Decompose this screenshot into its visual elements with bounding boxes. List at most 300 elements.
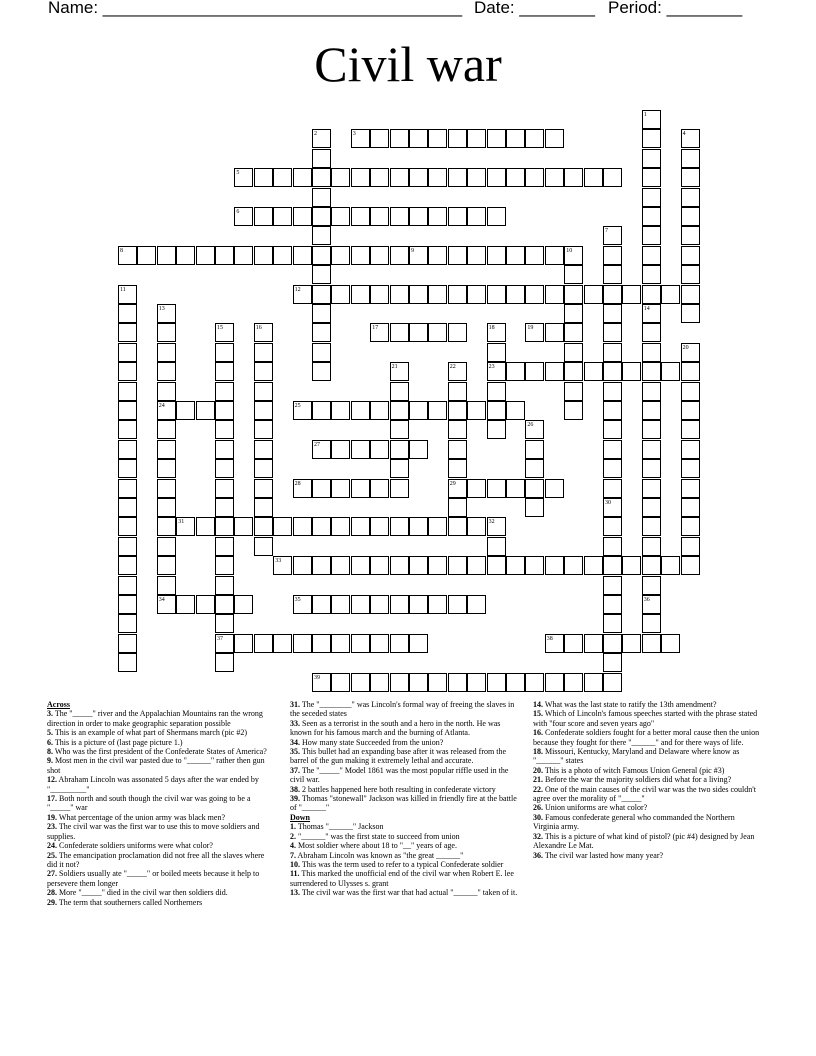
grid-cell[interactable] — [331, 401, 350, 420]
grid-cell[interactable] — [390, 440, 409, 459]
grid-cell[interactable] — [487, 537, 506, 556]
grid-cell[interactable] — [312, 343, 331, 362]
grid-cell[interactable] — [681, 479, 700, 498]
grid-cell[interactable] — [351, 401, 370, 420]
grid-cell[interactable] — [545, 362, 564, 381]
grid-cell[interactable] — [661, 556, 680, 575]
grid-cell[interactable] — [215, 246, 234, 265]
grid-cell[interactable] — [642, 401, 661, 420]
grid-cell[interactable] — [487, 207, 506, 226]
grid-cell[interactable] — [642, 265, 661, 284]
grid-cell[interactable] — [254, 207, 273, 226]
grid-cell[interactable] — [681, 265, 700, 284]
grid-cell[interactable] — [215, 420, 234, 439]
grid-cell[interactable] — [370, 595, 389, 614]
grid-cell[interactable] — [118, 634, 137, 653]
grid-cell[interactable] — [118, 517, 137, 536]
grid-cell[interactable] — [642, 498, 661, 517]
grid-cell[interactable] — [603, 246, 622, 265]
grid-cell[interactable] — [312, 517, 331, 536]
grid-cell[interactable] — [467, 556, 486, 575]
grid-cell[interactable] — [448, 440, 467, 459]
grid-cell[interactable] — [293, 595, 312, 614]
grid-cell[interactable] — [215, 343, 234, 362]
grid-cell[interactable] — [157, 362, 176, 381]
grid-cell[interactable] — [390, 420, 409, 439]
grid-cell[interactable] — [622, 556, 641, 575]
grid-cell[interactable] — [409, 323, 428, 342]
grid-cell[interactable] — [487, 479, 506, 498]
grid-cell[interactable] — [642, 634, 661, 653]
grid-cell[interactable] — [370, 556, 389, 575]
grid-cell[interactable] — [215, 576, 234, 595]
grid-cell[interactable] — [215, 382, 234, 401]
grid-cell[interactable] — [273, 517, 292, 536]
grid-cell[interactable] — [487, 246, 506, 265]
grid-cell[interactable] — [273, 634, 292, 653]
grid-cell[interactable] — [390, 401, 409, 420]
grid-cell[interactable] — [293, 168, 312, 187]
grid-cell[interactable] — [506, 129, 525, 148]
grid-cell[interactable] — [331, 556, 350, 575]
grid-cell[interactable] — [234, 517, 253, 536]
grid-cell[interactable] — [331, 285, 350, 304]
period-field-label[interactable]: Period: ________ — [608, 0, 743, 17]
grid-cell[interactable] — [467, 595, 486, 614]
grid-cell[interactable] — [118, 459, 137, 478]
grid-cell[interactable] — [351, 285, 370, 304]
grid-cell[interactable] — [409, 401, 428, 420]
grid-cell[interactable] — [331, 595, 350, 614]
grid-cell[interactable] — [118, 440, 137, 459]
grid-cell[interactable] — [409, 440, 428, 459]
grid-cell[interactable] — [545, 673, 564, 692]
grid-cell[interactable] — [409, 246, 428, 265]
grid-cell[interactable] — [584, 362, 603, 381]
grid-cell[interactable] — [196, 246, 215, 265]
grid-cell[interactable] — [312, 362, 331, 381]
grid-cell[interactable] — [390, 479, 409, 498]
grid-cell[interactable] — [331, 517, 350, 536]
grid-cell[interactable] — [487, 556, 506, 575]
grid-cell[interactable] — [467, 479, 486, 498]
grid-cell[interactable] — [448, 498, 467, 517]
grid-cell[interactable] — [603, 440, 622, 459]
grid-cell[interactable] — [603, 382, 622, 401]
grid-cell[interactable] — [409, 595, 428, 614]
grid-cell[interactable] — [681, 459, 700, 478]
grid-cell[interactable] — [545, 246, 564, 265]
grid-cell[interactable] — [642, 343, 661, 362]
grid-cell[interactable] — [506, 479, 525, 498]
grid-cell[interactable] — [390, 362, 409, 381]
grid-cell[interactable] — [681, 226, 700, 245]
grid-cell[interactable] — [564, 285, 583, 304]
grid-cell[interactable] — [215, 556, 234, 575]
grid-cell[interactable] — [409, 517, 428, 536]
grid-cell[interactable] — [293, 479, 312, 498]
grid-cell[interactable] — [293, 517, 312, 536]
grid-cell[interactable] — [564, 168, 583, 187]
grid-cell[interactable] — [681, 440, 700, 459]
grid-cell[interactable] — [642, 110, 661, 129]
grid-cell[interactable] — [603, 304, 622, 323]
grid-cell[interactable] — [564, 382, 583, 401]
grid-cell[interactable] — [525, 246, 544, 265]
grid-cell[interactable] — [312, 401, 331, 420]
grid-cell[interactable] — [157, 343, 176, 362]
grid-cell[interactable] — [273, 246, 292, 265]
grid-cell[interactable] — [312, 188, 331, 207]
date-field-label[interactable]: Date: ________ — [474, 0, 595, 17]
grid-cell[interactable] — [370, 440, 389, 459]
grid-cell[interactable] — [351, 479, 370, 498]
grid-cell[interactable] — [118, 382, 137, 401]
grid-cell[interactable] — [506, 673, 525, 692]
grid-cell[interactable] — [370, 479, 389, 498]
grid-cell[interactable] — [545, 285, 564, 304]
grid-cell[interactable] — [564, 265, 583, 284]
grid-cell[interactable] — [584, 285, 603, 304]
grid-cell[interactable] — [312, 226, 331, 245]
grid-cell[interactable] — [622, 634, 641, 653]
grid-cell[interactable] — [118, 304, 137, 323]
grid-cell[interactable] — [331, 634, 350, 653]
grid-cell[interactable] — [681, 188, 700, 207]
grid-cell[interactable] — [254, 479, 273, 498]
grid-cell[interactable] — [467, 129, 486, 148]
grid-cell[interactable] — [390, 323, 409, 342]
grid-cell[interactable] — [312, 149, 331, 168]
grid-cell[interactable] — [234, 246, 253, 265]
grid-cell[interactable] — [428, 517, 447, 536]
grid-cell[interactable] — [448, 556, 467, 575]
grid-cell[interactable] — [351, 595, 370, 614]
grid-cell[interactable] — [603, 634, 622, 653]
grid-cell[interactable] — [390, 207, 409, 226]
grid-cell[interactable] — [525, 459, 544, 478]
grid-cell[interactable] — [351, 207, 370, 226]
grid-cell[interactable] — [487, 420, 506, 439]
grid-cell[interactable] — [448, 595, 467, 614]
grid-cell[interactable] — [215, 595, 234, 614]
grid-cell[interactable] — [681, 246, 700, 265]
grid-cell[interactable] — [351, 129, 370, 148]
grid-cell[interactable] — [564, 343, 583, 362]
grid-cell[interactable] — [293, 207, 312, 226]
grid-cell[interactable] — [681, 420, 700, 439]
grid-cell[interactable] — [254, 459, 273, 478]
grid-cell[interactable] — [642, 246, 661, 265]
grid-cell[interactable] — [545, 168, 564, 187]
grid-cell[interactable] — [157, 382, 176, 401]
grid-cell[interactable] — [118, 498, 137, 517]
grid-cell[interactable] — [584, 634, 603, 653]
grid-cell[interactable] — [681, 129, 700, 148]
grid-cell[interactable] — [293, 285, 312, 304]
grid-cell[interactable] — [331, 168, 350, 187]
grid-cell[interactable] — [603, 265, 622, 284]
grid-cell[interactable] — [603, 498, 622, 517]
grid-cell[interactable] — [254, 246, 273, 265]
grid-cell[interactable] — [157, 401, 176, 420]
grid-cell[interactable] — [545, 634, 564, 653]
grid-cell[interactable] — [118, 595, 137, 614]
grid-cell[interactable] — [351, 440, 370, 459]
grid-cell[interactable] — [603, 517, 622, 536]
grid-cell[interactable] — [196, 401, 215, 420]
grid-cell[interactable] — [603, 362, 622, 381]
grid-cell[interactable] — [467, 673, 486, 692]
grid-cell[interactable] — [603, 537, 622, 556]
grid-cell[interactable] — [525, 420, 544, 439]
grid-cell[interactable] — [157, 459, 176, 478]
grid-cell[interactable] — [273, 168, 292, 187]
grid-cell[interactable] — [118, 420, 137, 439]
grid-cell[interactable] — [525, 479, 544, 498]
grid-cell[interactable] — [603, 226, 622, 245]
grid-cell[interactable] — [351, 168, 370, 187]
grid-cell[interactable] — [564, 401, 583, 420]
grid-cell[interactable] — [487, 401, 506, 420]
grid-cell[interactable] — [603, 459, 622, 478]
grid-cell[interactable] — [312, 285, 331, 304]
grid-cell[interactable] — [603, 401, 622, 420]
grid-cell[interactable] — [467, 285, 486, 304]
grid-cell[interactable] — [137, 246, 156, 265]
grid-cell[interactable] — [157, 556, 176, 575]
grid-cell[interactable] — [312, 479, 331, 498]
grid-cell[interactable] — [234, 595, 253, 614]
grid-cell[interactable] — [642, 382, 661, 401]
grid-cell[interactable] — [487, 323, 506, 342]
grid-cell[interactable] — [312, 129, 331, 148]
grid-cell[interactable] — [157, 576, 176, 595]
grid-cell[interactable] — [448, 673, 467, 692]
grid-cell[interactable] — [234, 168, 253, 187]
grid-cell[interactable] — [312, 168, 331, 187]
grid-cell[interactable] — [196, 595, 215, 614]
grid-cell[interactable] — [564, 556, 583, 575]
grid-cell[interactable] — [351, 517, 370, 536]
grid-cell[interactable] — [642, 595, 661, 614]
grid-cell[interactable] — [293, 246, 312, 265]
grid-cell[interactable] — [215, 440, 234, 459]
grid-cell[interactable] — [312, 634, 331, 653]
grid-cell[interactable] — [215, 634, 234, 653]
grid-cell[interactable] — [118, 556, 137, 575]
grid-cell[interactable] — [681, 362, 700, 381]
grid-cell[interactable] — [487, 129, 506, 148]
grid-cell[interactable] — [545, 129, 564, 148]
grid-cell[interactable] — [409, 168, 428, 187]
grid-cell[interactable] — [118, 246, 137, 265]
grid-cell[interactable] — [390, 168, 409, 187]
grid-cell[interactable] — [293, 634, 312, 653]
grid-cell[interactable] — [448, 129, 467, 148]
grid-cell[interactable] — [642, 129, 661, 148]
grid-cell[interactable] — [254, 343, 273, 362]
grid-cell[interactable] — [176, 246, 195, 265]
grid-cell[interactable] — [370, 129, 389, 148]
grid-cell[interactable] — [681, 149, 700, 168]
grid-cell[interactable] — [215, 479, 234, 498]
grid-cell[interactable] — [254, 323, 273, 342]
grid-cell[interactable] — [467, 401, 486, 420]
grid-cell[interactable] — [564, 246, 583, 265]
grid-cell[interactable] — [487, 285, 506, 304]
grid-cell[interactable] — [157, 246, 176, 265]
grid-cell[interactable] — [118, 653, 137, 672]
grid-cell[interactable] — [428, 129, 447, 148]
grid-cell[interactable] — [331, 207, 350, 226]
grid-cell[interactable] — [448, 517, 467, 536]
grid-cell[interactable] — [428, 673, 447, 692]
grid-cell[interactable] — [196, 517, 215, 536]
grid-cell[interactable] — [448, 207, 467, 226]
grid-cell[interactable] — [467, 517, 486, 536]
grid-cell[interactable] — [390, 382, 409, 401]
grid-cell[interactable] — [176, 401, 195, 420]
grid-cell[interactable] — [448, 382, 467, 401]
grid-cell[interactable] — [448, 362, 467, 381]
grid-cell[interactable] — [312, 246, 331, 265]
grid-cell[interactable] — [603, 343, 622, 362]
grid-cell[interactable] — [390, 129, 409, 148]
grid-cell[interactable] — [254, 420, 273, 439]
grid-cell[interactable] — [215, 498, 234, 517]
grid-cell[interactable] — [487, 362, 506, 381]
grid-cell[interactable] — [234, 207, 253, 226]
grid-cell[interactable] — [351, 634, 370, 653]
grid-cell[interactable] — [642, 207, 661, 226]
grid-cell[interactable] — [661, 285, 680, 304]
grid-cell[interactable] — [603, 614, 622, 633]
grid-cell[interactable] — [603, 420, 622, 439]
grid-cell[interactable] — [603, 653, 622, 672]
grid-cell[interactable] — [487, 382, 506, 401]
grid-cell[interactable] — [157, 304, 176, 323]
grid-cell[interactable] — [118, 614, 137, 633]
grid-cell[interactable] — [312, 556, 331, 575]
grid-cell[interactable] — [448, 479, 467, 498]
grid-cell[interactable] — [331, 479, 350, 498]
grid-cell[interactable] — [564, 634, 583, 653]
grid-cell[interactable] — [390, 517, 409, 536]
grid-cell[interactable] — [118, 362, 137, 381]
grid-cell[interactable] — [370, 673, 389, 692]
grid-cell[interactable] — [564, 673, 583, 692]
grid-cell[interactable] — [467, 246, 486, 265]
grid-cell[interactable] — [351, 673, 370, 692]
grid-cell[interactable] — [254, 168, 273, 187]
grid-cell[interactable] — [642, 420, 661, 439]
grid-cell[interactable] — [525, 129, 544, 148]
grid-cell[interactable] — [642, 149, 661, 168]
grid-cell[interactable] — [603, 479, 622, 498]
grid-cell[interactable] — [622, 285, 641, 304]
grid-cell[interactable] — [642, 517, 661, 536]
grid-cell[interactable] — [603, 168, 622, 187]
grid-cell[interactable] — [681, 498, 700, 517]
grid-cell[interactable] — [428, 285, 447, 304]
grid-cell[interactable] — [215, 537, 234, 556]
grid-cell[interactable] — [545, 556, 564, 575]
grid-cell[interactable] — [254, 401, 273, 420]
grid-cell[interactable] — [390, 285, 409, 304]
grid-cell[interactable] — [642, 614, 661, 633]
grid-cell[interactable] — [118, 537, 137, 556]
grid-cell[interactable] — [254, 498, 273, 517]
grid-cell[interactable] — [642, 576, 661, 595]
grid-cell[interactable] — [661, 362, 680, 381]
grid-cell[interactable] — [312, 304, 331, 323]
grid-cell[interactable] — [118, 576, 137, 595]
grid-cell[interactable] — [215, 614, 234, 633]
grid-cell[interactable] — [428, 556, 447, 575]
grid-cell[interactable] — [273, 207, 292, 226]
grid-cell[interactable] — [118, 479, 137, 498]
grid-cell[interactable] — [681, 207, 700, 226]
grid-cell[interactable] — [370, 323, 389, 342]
grid-cell[interactable] — [506, 556, 525, 575]
grid-cell[interactable] — [661, 634, 680, 653]
grid-cell[interactable] — [603, 556, 622, 575]
grid-cell[interactable] — [118, 343, 137, 362]
grid-cell[interactable] — [157, 517, 176, 536]
grid-cell[interactable] — [448, 420, 467, 439]
grid-cell[interactable] — [390, 246, 409, 265]
grid-cell[interactable] — [506, 285, 525, 304]
grid-cell[interactable] — [293, 401, 312, 420]
grid-cell[interactable] — [467, 207, 486, 226]
name-field-label[interactable]: Name: ______________________________________ — [48, 0, 463, 17]
grid-cell[interactable] — [603, 285, 622, 304]
grid-cell[interactable] — [215, 362, 234, 381]
grid-cell[interactable] — [370, 285, 389, 304]
grid-cell[interactable] — [312, 595, 331, 614]
grid-cell[interactable] — [370, 517, 389, 536]
grid-cell[interactable] — [564, 323, 583, 342]
grid-cell[interactable] — [215, 653, 234, 672]
grid-cell[interactable] — [409, 207, 428, 226]
grid-cell[interactable] — [254, 362, 273, 381]
grid-cell[interactable] — [448, 401, 467, 420]
grid-cell[interactable] — [681, 343, 700, 362]
grid-cell[interactable] — [506, 246, 525, 265]
grid-cell[interactable] — [118, 323, 137, 342]
grid-cell[interactable] — [584, 556, 603, 575]
grid-cell[interactable] — [370, 634, 389, 653]
grid-cell[interactable] — [681, 382, 700, 401]
grid-cell[interactable] — [312, 673, 331, 692]
grid-cell[interactable] — [293, 556, 312, 575]
grid-cell[interactable] — [642, 304, 661, 323]
grid-cell[interactable] — [487, 673, 506, 692]
grid-cell[interactable] — [390, 673, 409, 692]
grid-cell[interactable] — [312, 440, 331, 459]
grid-cell[interactable] — [642, 226, 661, 245]
grid-cell[interactable] — [370, 246, 389, 265]
grid-cell[interactable] — [584, 673, 603, 692]
grid-cell[interactable] — [254, 440, 273, 459]
grid-cell[interactable] — [331, 440, 350, 459]
grid-cell[interactable] — [525, 168, 544, 187]
grid-cell[interactable] — [157, 479, 176, 498]
grid-cell[interactable] — [642, 479, 661, 498]
grid-cell[interactable] — [603, 323, 622, 342]
grid-cell[interactable] — [118, 401, 137, 420]
